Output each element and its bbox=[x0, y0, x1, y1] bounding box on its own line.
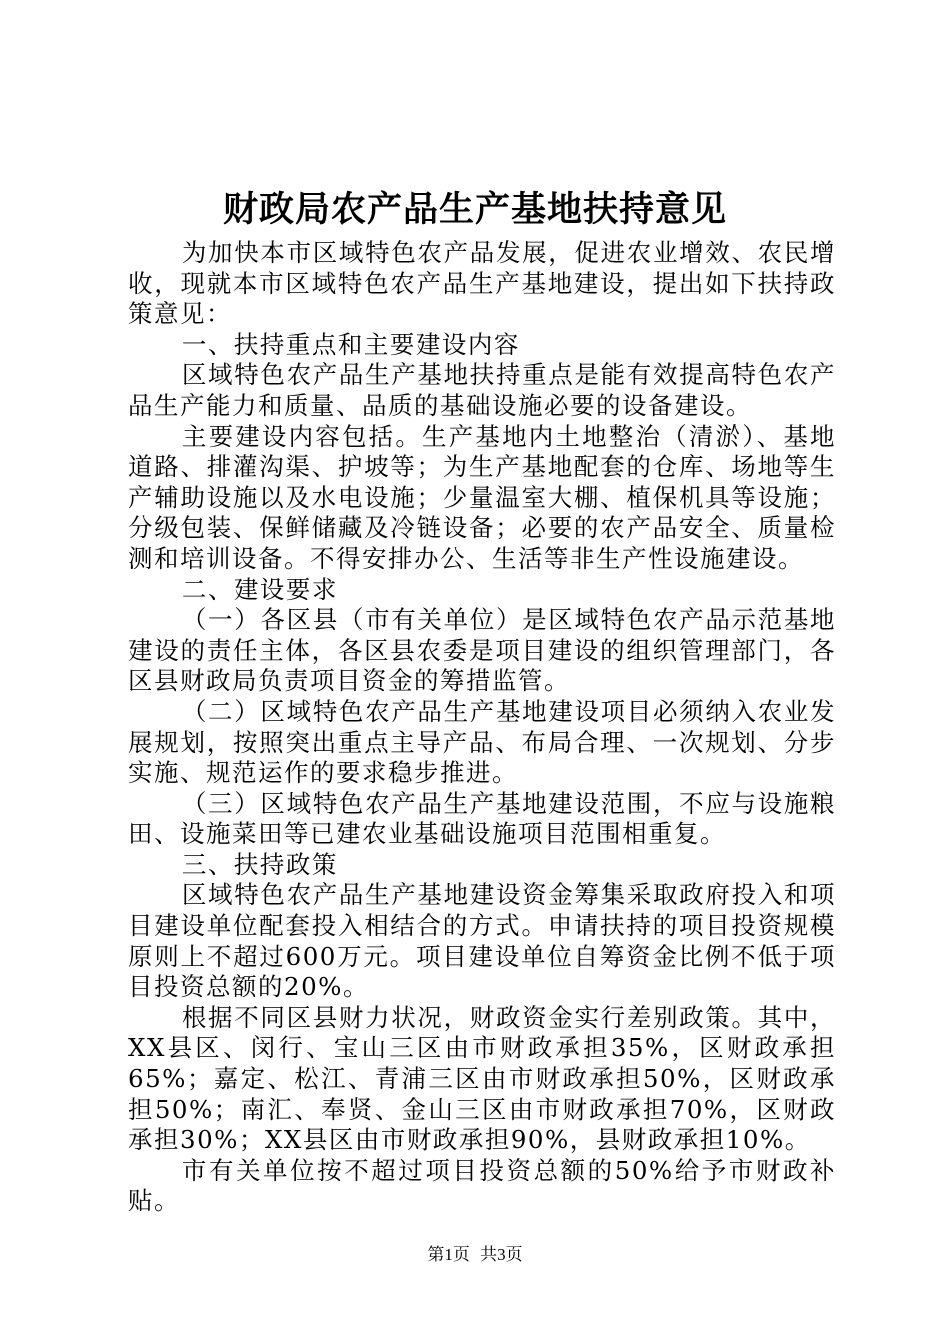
document-title: 财政局农产品生产基地扶持意见 bbox=[222, 189, 727, 230]
paragraph: （三）区域特色农产品生产基地建设范围，不应与设施粮田、设施菜田等已建农业基础设施项目范围相重复。 bbox=[128, 788, 836, 849]
paragraph: （二）区域特色农产品生产基地建设项目必须纳入农业发展规划，按照突出重点主导产品、布局合理、一次规划、分步实施、规范运作的要求稳步推进。 bbox=[128, 696, 836, 788]
section-heading-3: 三、扶持政策 bbox=[181, 849, 338, 879]
paragraph: 主要建设内容包括。生产基地内土地整治（清淤）、基地道路、排灌沟渠、护坡等；为生产基地配套的仓库、场地等生产辅助设施以及水电设施；少量温室大棚、植保机具等设施；分级包装、保鲜储藏及冷链设备；必要的农产品安全、质量检测和培训设备。不得安排办公、生活等非生产性设施建设。 bbox=[128, 421, 836, 573]
paragraph: 市有关单位按不超过项目投资总额的50%给予市财政补贴。 bbox=[128, 1155, 836, 1216]
page-footer bbox=[0, 1244, 950, 1266]
paragraph-intro: 为加快本市区域特色农产品发展，促进农业增效、农民增收，现就本市区域特色农产品生产基地建设，提出如下扶持政策意见： bbox=[128, 238, 836, 329]
page-number: 第1页 bbox=[427, 1245, 470, 1264]
paragraph: （一）各区县（市有关单位）是区域特色农产品示范基地建设的责任主体，各区县农委是项目建设的组织管理部门，各区县财政局负责项目资金的筹措监管。 bbox=[128, 605, 836, 696]
section-heading-1: 一、扶持重点和主要建设内容 bbox=[181, 329, 520, 359]
page-total: 共3页 bbox=[480, 1245, 523, 1264]
paragraph: 区域特色农产品生产基地建设资金筹集采取政府投入和项目建设单位配套投入相结合的方式。申请扶持的项目投资规模原则上不超过600万元。项目建设单位自筹资金比例不低于项目投资总额的20%。 bbox=[128, 880, 836, 1002]
paragraph: 根据不同区县财力状况，财政资金实行差别政策。其中，XX县区、闵行、宝山三区由市财政承担35%，区财政承担65%；嘉定、松江、青浦三区由市财政承担50%，区财政承担50%；南汇、奉贤、金山三区由市财政承担70%，区财政承担30%；XX县区由市财政承担90%，县财政承担10%。 bbox=[128, 1002, 836, 1155]
section-heading-2: 二、建设要求 bbox=[181, 574, 338, 604]
document-body bbox=[128, 238, 836, 1217]
paragraph: 区域特色农产品生产基地扶持重点是能有效提高特色农产品生产能力和质量、品质的基础设施必要的设备建设。 bbox=[128, 360, 836, 420]
